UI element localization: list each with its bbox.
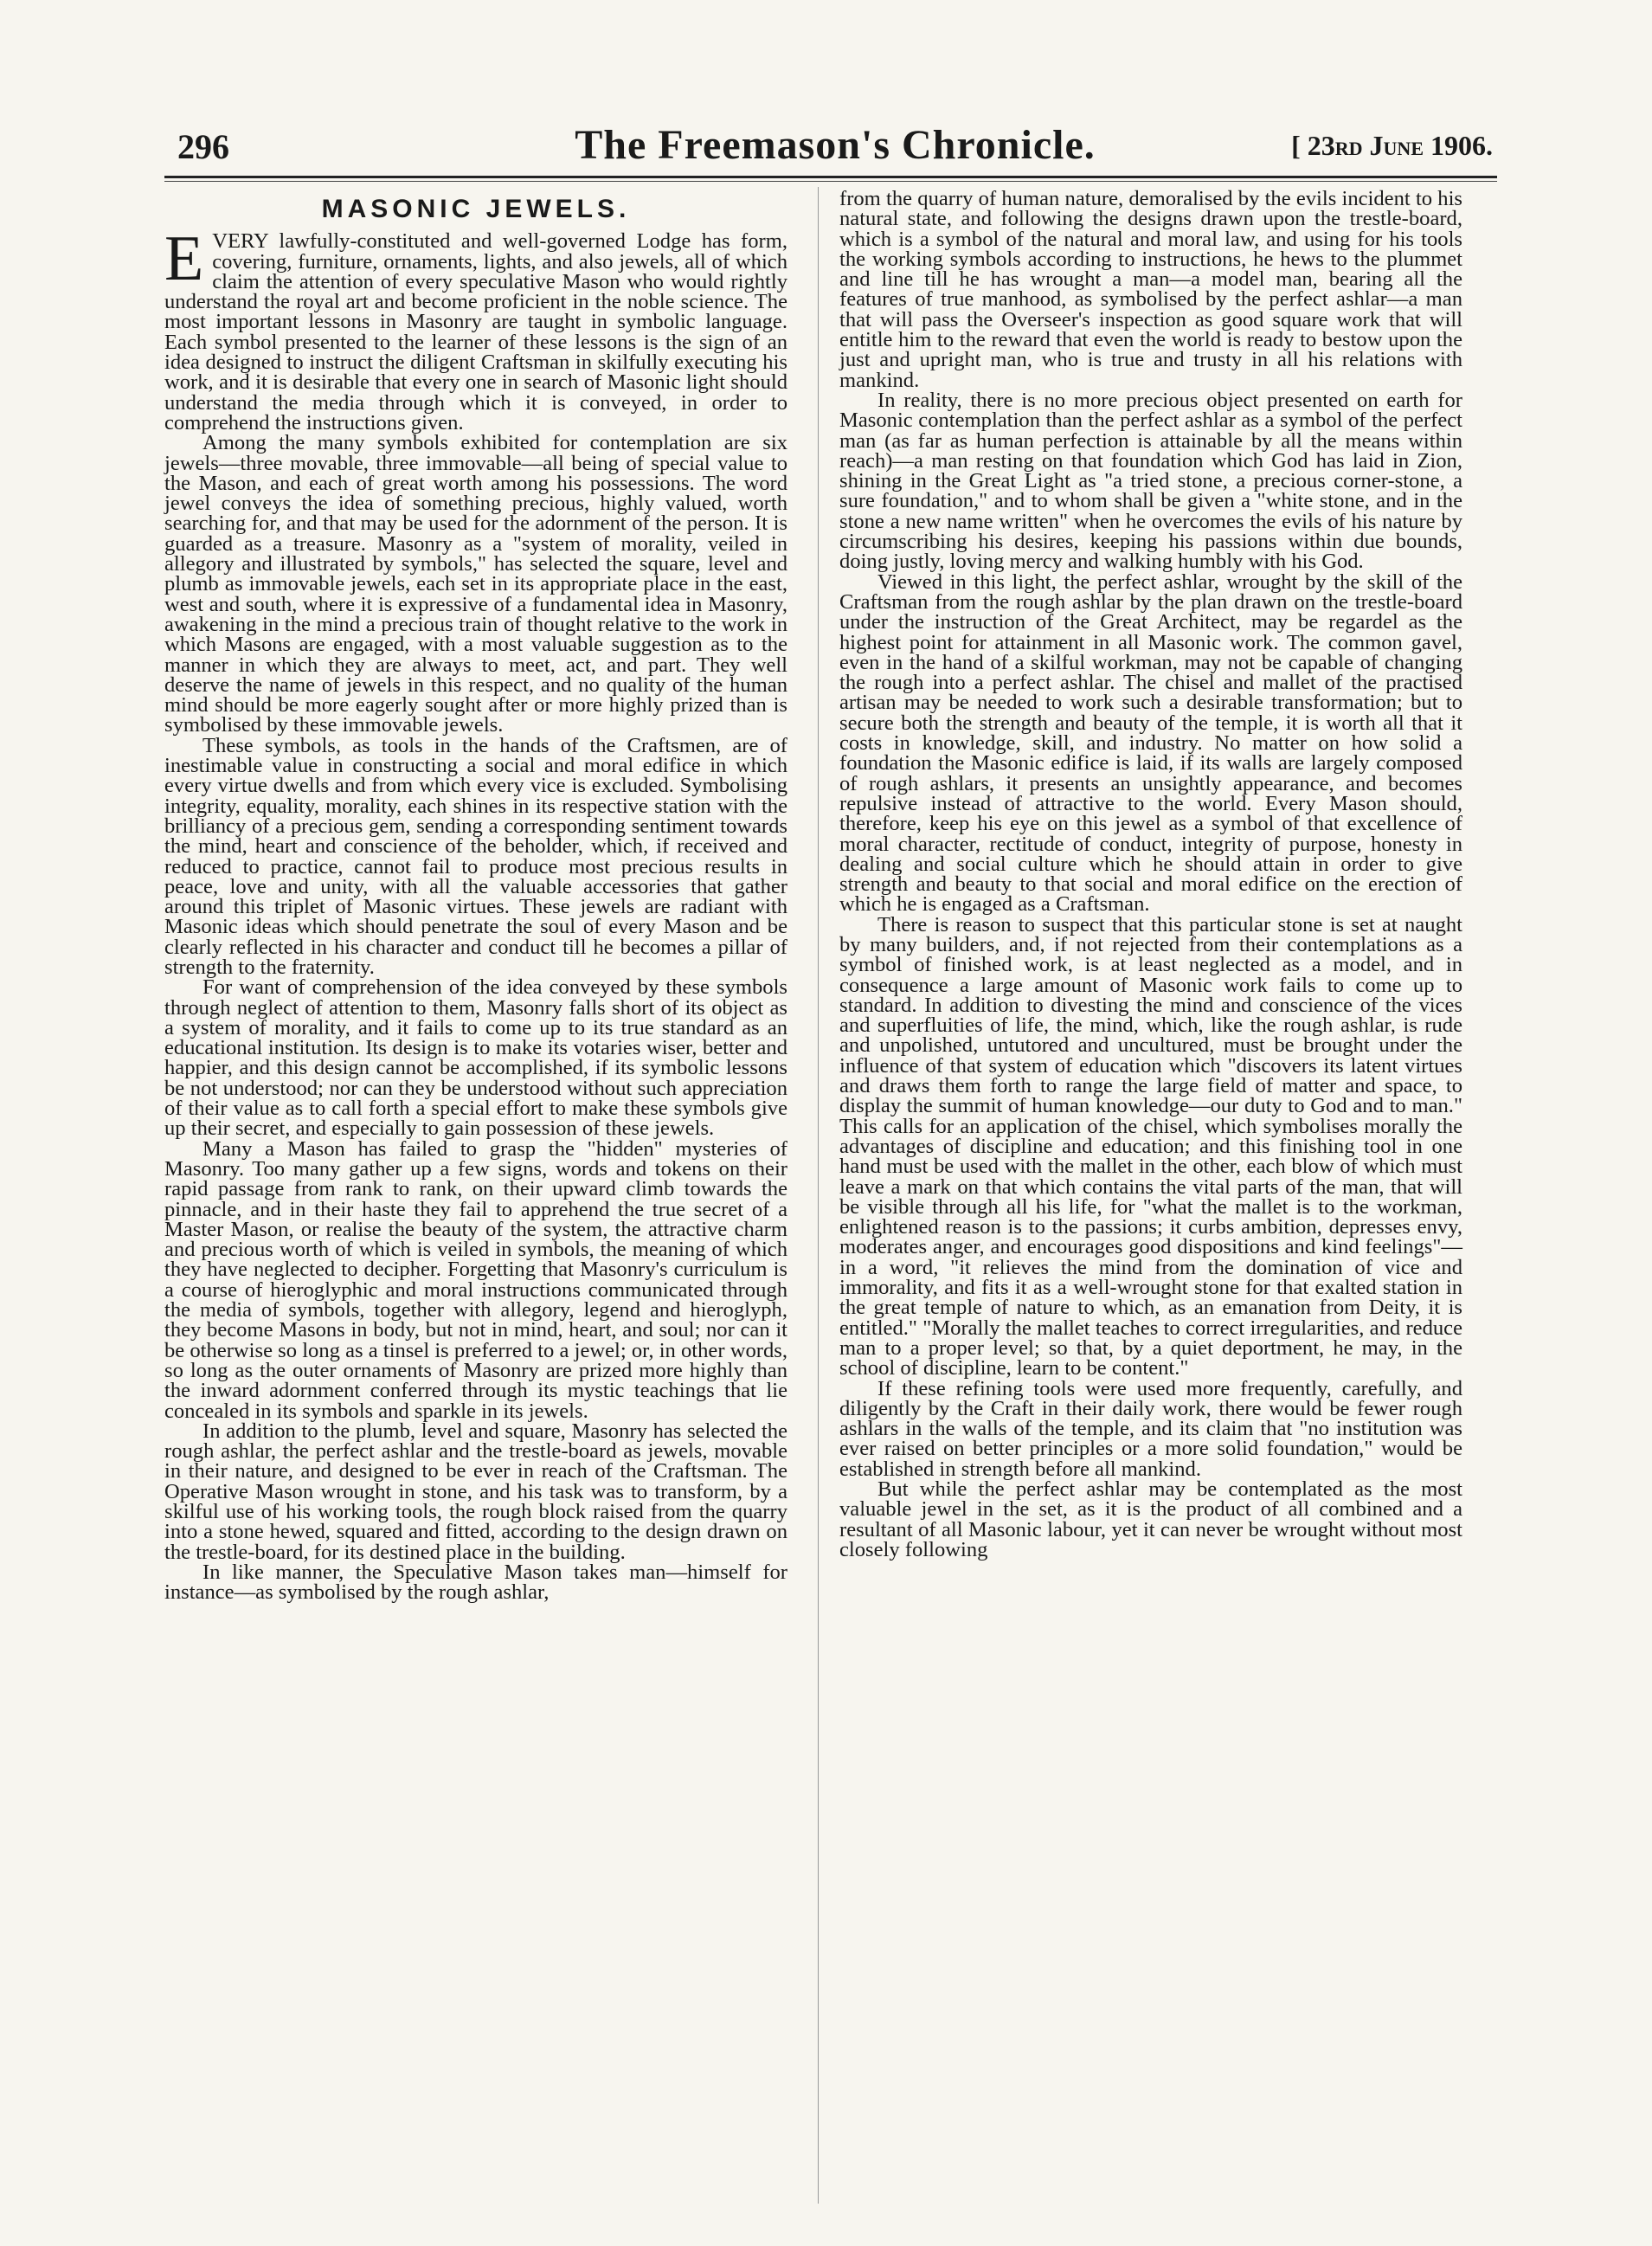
header-rule-thin — [164, 181, 1497, 182]
drop-cap: E — [164, 223, 204, 295]
left-column — [164, 189, 787, 1605]
paragraph: These symbols, as tools in the hands of the Craftsmen, are of inestimable value in constructing a social and moral edifice in which every virtue dwells and from which every vice is excluded. Symbolising integrity, equality, morality, each shines in its respective station with the brilliancy of a precious gem, sending a corresponding sentiment towards the mind, heart and conscience of the beholder, which, if received and reduced to practice, cannot fail to produce most precious results in peace, love and unity, with all the valuable accessories that gather around this triplet of Masonic virtues. These jewels are radiant with Masonic ideas which should penetrate the soul of every Mason and be clearly reflected in his character and conduct till he becomes a pillar of strength to the fraternity. — [164, 733, 787, 979]
paragraph: But while the perfect ashlar may be contemplated as the most valuable jewel in the set, as it is the product of all combined and a resultant of all Masonic labour, yet it can never be wrought without most closely following — [839, 1477, 1462, 1561]
column-divider — [818, 187, 819, 2204]
page-header — [177, 121, 1493, 173]
masthead-title: The Freemason's Chronicle. — [575, 122, 1096, 168]
paragraph: There is reason to suspect that this particular stone is set at naught by many builders, and, if not rejected from their contemplations as a symbol of finished work, is at least neglected as a model, and in consequence a large amount of Masonic work fails to come up to standard. In addition to divesting the mind and conscience of the vices and superfluities of life, the mind, which, like the rough ashlar, is rude and unpolished, untutored and uncultured, must be brought under the influence of that system of education which "discovers its latent virtues and draws them forth to range the large field of matter and space, to display the summit of human knowledge—our duty to God and to man." This calls for an application of the chisel, which symbolises morally the advantages of discipline and education; and this finishing tool in one hand must be used with the mallet in the other, each blow of which must leave a mark on that which contains the vital parts of the man, that will be visible through all his life, for "what the mallet is to the workman, enlightened reason is to the passions; it curbs ambition, depresses envy, moderates anger, and encourages good dispositions and kind feelings"—in a word, "it relieves the mind from the domination of vice and immorality, and fits it as a well-wrought stone for that exalted station in the great temple of nature to which, as an emanation from Deity, it is entitled." "Morally the mallet teaches to correct irregularities, and reduce man to a proper level; so that, by a quiet deportment, he may, in the school of discipline, learn to be content." — [839, 912, 1462, 1380]
issue-date: [ 23rd June 1906. — [1291, 130, 1493, 161]
paragraph: Viewed in this light, the perfect ashlar, wrought by the skill of the Craftsman from the rough ashlar by the plan drawn on the trestle-board under the instruction of the Great Architect, may be regardel as the highest point for attainment in all Masonic work. The common gavel, even in the hand of a skilful workman, may not be capable of changing the rough into a perfect ashlar. The chisel and mallet of the practised artisan may be needed to work such a desirable transformation; but to secure both the strength and beauty of the temple, it is worth all that it costs in knowledge, skill, and industry. No matter on how solid a foundation the Masonic edifice is laid, if its walls are largely composed of rough ashlars, it presents an unsightly appearance, and becomes repulsive instead of attractive to the world. Every Mason should, therefore, keep his eye on this jewel as a symbol of that excellence of moral character, rectitude of conduct, integrity of purpose, honesty in dealing and social culture which he should attain in order to give strength and beauty to that social and moral edifice on the erection of which he is engaged as a Craftsman. — [839, 570, 1462, 917]
paragraph: In reality, there is no more precious object presented on earth for Masonic contemplation than the perfect ashlar as a symbol of the perfect man (as far as human perfection is attainable by all the means within reach)—a man resting on that foundation which God has laid in Zion, shining in the Great Light as "a tried stone, a precious corner-stone, a sure foundation," and to whom shall be given a "white stone, and in the stone a new name written" when he overcomes the evils of his nature by circumscribing his desires, keeping his passions within due bounds, doing justly, loving mercy and walking humbly with his God. — [839, 388, 1462, 574]
article-title: MASONIC JEWELS. — [321, 195, 631, 223]
paragraph: Among the many symbols exhibited for contemplation are six jewels—three movable, three immovable—all being of special value to the Mason, and each of great worth among his possessions. The word jewel conveys the idea of something precious, highly valued, worth searching for, and that may be used for the adornment of the person. It is guarded as a treasure. Masonry as a "system of morality, veiled in allegory and illustrated by symbols," has selected the square, level and plumb as immovable jewels, each set in its appropriate place in the east, west and south, where it is expressive of a fundamental idea in Masonry, awakening in the mind a precious train of thought relative to the work in which Masons are engaged, with a most valuable suggestion as to the manner in which they are always to meet, act, and part. They well deserve the name of jewels in this respect, and no quality of the human mind should be more eagerly sought after or more highly prized than is symbolised by these immovable jewels. — [164, 431, 787, 737]
paragraph: Many a Mason has failed to grasp the "hidden" mysteries of Masonry. Too many gather up a few signs, words and tokens on their rapid passage from rank to rank, on their upward climb towards the pinnacle, and in their haste they fail to apprehend the true secret of a Master Mason, or realise the beauty of the system, the attractive charm and precious worth of which is veiled in symbols, the meaning of which they have neglected to decipher. Forgetting that Masonry's curriculum is a course of hieroglyphic and moral instructions communicated through the media of symbols, together with allegory, legend and hieroglyph, they become Masons in body, but not in mind, heart, and soul; nor can it be otherwise so long as a tinsel is preferred to a jewel; or, in other words, so long as the outer ornaments of Masonry are prized more highly than the inward adornment conferred through its mystic teachings that lie concealed in its symbols and sparkle in its jewels. — [164, 1136, 787, 1423]
right-column — [839, 189, 1462, 1560]
paragraph: If these refining tools were used more frequently, carefully, and diligently by the Craft in their daily work, there would be fewer rough ashlars in the walls of the temple, and its claim that "no institution was ever raised on better principles or a more solid foundation," would be established in strength before all mankind. — [839, 1376, 1462, 1481]
page-number: 296 — [177, 127, 229, 166]
header-rule — [164, 176, 1497, 178]
paragraph: In addition to the plumb, level and square, Masonry has selected the rough ashlar, the perfect ashlar and the trestle-board as jewels, movable in their nature, and designed to be ever in reach of the Craftsman. The Operative Mason wrought in stone, and his task was to transform, by a skilful use of his working tools, the rough block raised from the quarry into a stone hewed, squared and fitted, according to the design drawn on the trestle-board, for its destined place in the building. — [164, 1419, 787, 1564]
paragraph-text: VERY lawfully-constituted and well-governed Lodge has form, covering, furniture, ornaments, lights, and also jewels, all of which claim the attention of every speculative Mason who would rightly understand the royal art and become proficient in the noble science. The most important lessons in Masonry are taught in symbolic language. Each symbol presented to the learner of these lessons is the sign of an idea designed to instruct the diligent Craftsman in skilfully executing his work, and it is desirable that every one in search of Masonic light should understand the media through which it is conveyed, in order to comprehend the instructions given. — [164, 229, 787, 434]
paragraph: For want of comprehension of the idea conveyed by these symbols through neglect of attention to them, Masonry falls short of its object as a system of morality, and it fails to come up to its true standard as an educational institution. Its design is to make its votaries wiser, better and happier, and this design cannot be accomplished, if its symbolic lessons be not understood; nor can they be understood without such appreciation of their value as to call forth a special effort to make these symbols give up their secret, and especially to gain possession of these jewels. — [164, 975, 787, 1141]
paragraph — [164, 223, 787, 434]
paragraph: from the quarry of human nature, demoralised by the evils incident to his natural state, and following the designs drawn upon the trestle-board, which is a symbol of the natural and moral law, and using for his tools the working symbols according to instructions, he hews to the plummet and line till he has wrought a man—a model man, bearing all the features of true manhood, as symbolised by the perfect ashlar—a man that will pass the Overseer's inspection as good square work that will entitle him to the reward that even the world is ready to bestow upon the just and upright man, who is true and trusty in all his relations with mankind. — [839, 187, 1462, 392]
paragraph: In like manner, the Speculative Mason takes man—himself for instance—as symbolised by the rough ashlar, — [164, 1560, 787, 1605]
